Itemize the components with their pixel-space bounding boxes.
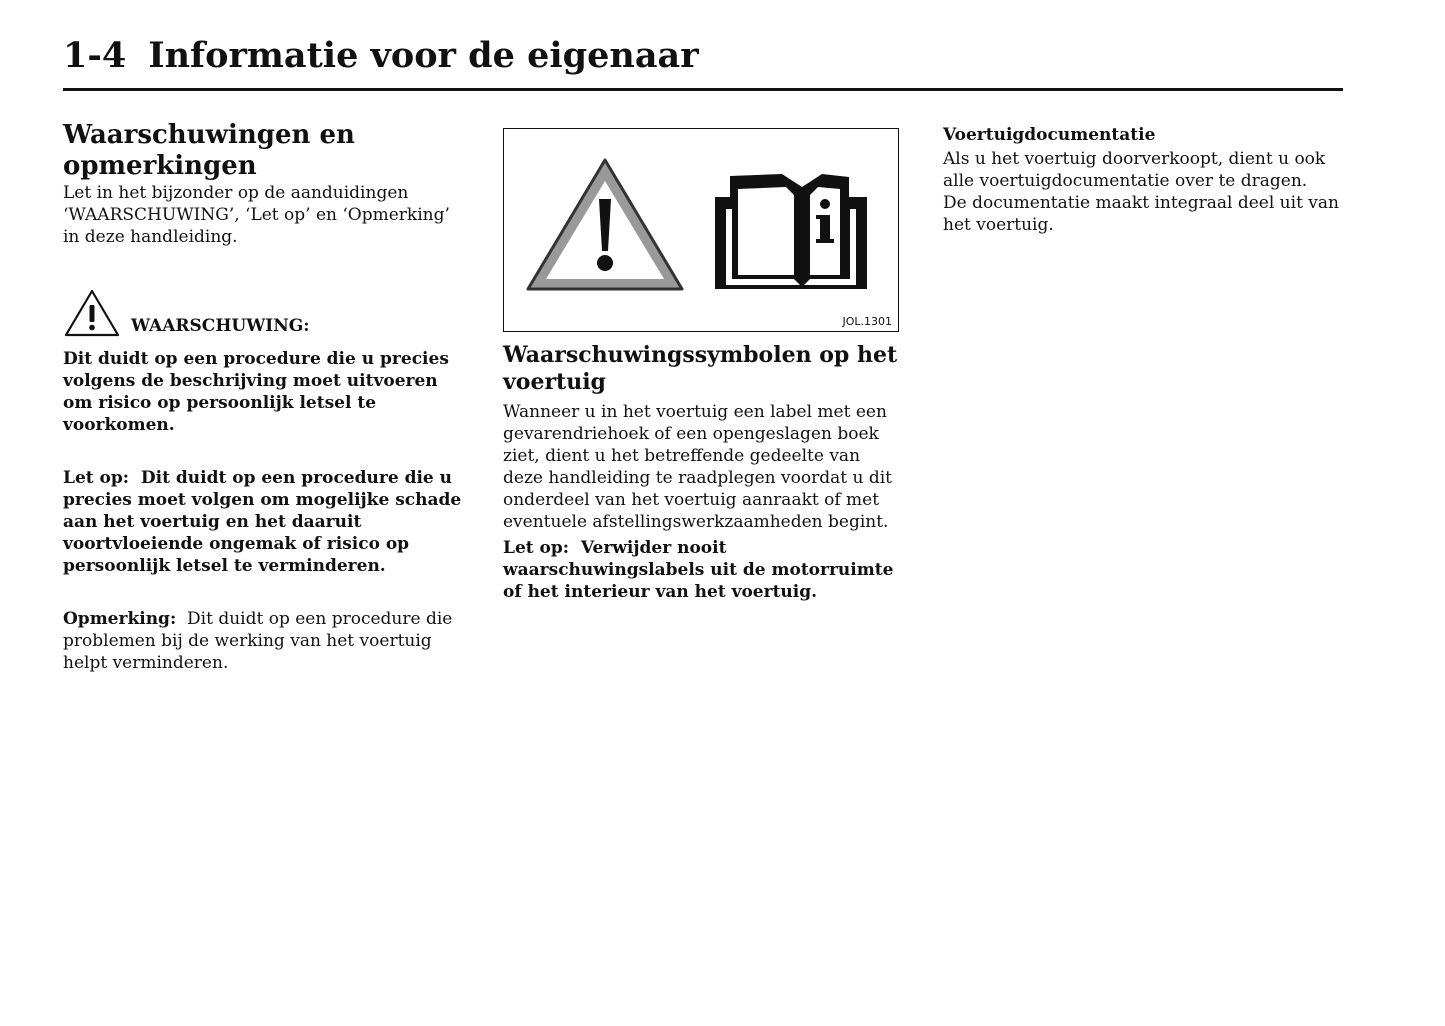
symbols-caution-text: Verwijder nooit waarschuwingslabels uit de motorruimte of het interieur van het voertuig. [503,538,894,602]
warning-text: Dit duidt op een procedure die u precies volgens de beschrijving moet uitvoeren om risico op persoonlijk letsel te voorkomen. [63,349,449,435]
figure-code: JOL.1301 [842,315,892,328]
section-heading-documentation: Voertuigdocumentatie [943,125,1156,145]
note-text: Dit duidt op een procedure die problemen bij de werking van het voertuig helpt verminderen. [63,609,453,673]
header-divider [63,88,1343,91]
page-number: 1-4 [63,35,127,76]
caution-label: Let op: [63,468,130,488]
column-symbols [503,128,903,603]
caution-text: Dit duidt op een procedure die u precies moet volgen om mogelijke schade aan het voertuig en het daaruit voortvloeiende ongemak of risico op persoonlijk letsel te verminderen. [63,468,462,576]
warning-heading-row [63,288,463,338]
symbols-illustration [504,129,897,329]
page-title: Informatie voor de eigenaar [148,35,699,76]
documentation-body-1: Als u het voertuig doorverkoopt, dient u ook alle voertuigdocumentatie over te dragen. [943,149,1326,191]
column-documentation [943,124,1343,236]
symbols-figure [503,128,899,332]
note-label: Opmerking: [63,609,177,629]
symbols-caution-paragraph [503,537,903,603]
note-paragraph [63,608,463,674]
section-heading-warnings: Waarschuwingen en opmerkingen [63,120,355,181]
info-book-icon [715,174,867,289]
warning-triangle-icon [528,160,682,289]
column-warnings [63,120,463,674]
warning-label: WAARSCHUWING: [131,316,310,336]
warnings-intro: Let in het bijzonder op de aanduidingen ‘WAARSCHUWING’, ‘Let op’ en ‘Opmerking’ in deze handleiding. [63,183,450,247]
symbols-caution-label: Let op: [503,538,570,558]
warning-triangle-icon [63,288,121,338]
symbols-body: Wanneer u in het voertuig een label met een gevarendriehoek of een opengeslagen boek ziet, dient u het betreffende gedeelte van deze handleiding te raadplegen voordat u dit onderdeel van het voertuig aanraakt of met eventuele afstellingswerkzaamheden begint. [503,402,892,532]
page-header [63,34,1343,78]
caution-paragraph [63,467,463,577]
documentation-body-2: De documentatie maakt integraal deel uit van het voertuig. [943,193,1339,235]
section-heading-symbols: Waarschuwingssymbolen op het voertuig [503,342,898,395]
